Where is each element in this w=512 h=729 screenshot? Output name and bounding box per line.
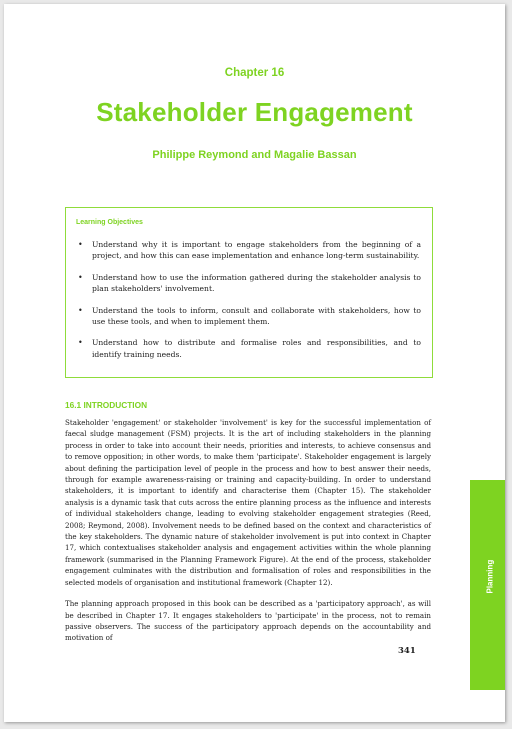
bullet-icon: • xyxy=(78,272,83,282)
objective-text: Understand how to distribute and formalise roles and responsibilities, and to identify training needs. xyxy=(92,338,421,359)
bullet-icon: • xyxy=(78,338,83,348)
list-item xyxy=(76,305,421,328)
objective-text: Understand the tools to inform, consult and collaborate with stakeholders, how to use these tools, and when to implement them. xyxy=(92,305,421,327)
side-tab-label: Planning xyxy=(485,559,495,594)
objective-text: Understand how to use the information gathered during the stakeholder analysis to plan stakeholders' involvement. xyxy=(92,272,421,294)
bullet-icon: • xyxy=(78,305,83,315)
list-item xyxy=(76,272,421,295)
book-page xyxy=(4,4,505,722)
list-item xyxy=(76,239,421,262)
section-side-tab xyxy=(470,480,505,690)
body-paragraph: The planning approach proposed in this book can be described as a 'participatory approach', as will be described in Chapter 17. It engages stakeholders to 'participate' in the process, not to remain passive observers. The success of the participatory approach depends on the accountability and motivation of xyxy=(65,599,431,643)
list-item xyxy=(76,337,421,360)
bullet-icon: • xyxy=(78,240,83,249)
chapter-title: Stakeholder Engagement xyxy=(96,97,413,127)
body-paragraph: Stakeholder 'engagement' or stakeholder 'involvement' is key for the successful implementation of faecal sludge management (FSM) projects. It is the art of including stakeholders in the planning process in order to take into account their needs, priorities and interests, to achieve consensus and to remove opposition; in other words, to make them 'participate'. Stakeholder engagement is largely about defining the participation level of people in the process and how to best answer their needs, through for example awareness-raising or training and capacity-building. In order to understand stakeholders, it is important to identify and characterise them (Chapter 15). The stakeholder analysis is a dynamic task that cuts across the entire planning process as the influence and interests of individual stakeholders change, leading to evolving stakeholder engagement strategies (Reed, 2008; Reymond, 2008). Involvement needs to be defined based on the context and characteristics of the key stakeholders. The dynamic nature of stakeholder involvement is put into context in Chapter 17, which contextualises stakeholder analysis and engagement activities within the whole planning framework (summarised in the Planning Framework Figure). At the end of the process, stakeholder engagement culminates with the distribution and formalisation of roles and responsibilities in the selected models of organisation and institutional framework (Chapter 12). xyxy=(65,418,431,587)
learning-objectives-title: Learning Objectives xyxy=(76,219,143,226)
chapter-authors: Philippe Reymond and Magalie Bassan xyxy=(152,149,357,161)
objective-text: Understand why it is important to engage stakeholders from the beginning of a project, and how this can ease implementation and enhance long-term sustainability. xyxy=(92,240,421,261)
chapter-label: Chapter 16 xyxy=(224,67,285,79)
section-heading: 16.1 INTRODUCTION xyxy=(65,400,148,410)
page-number: 341 xyxy=(398,646,416,656)
section-body xyxy=(65,417,431,654)
learning-objectives-list xyxy=(76,239,421,370)
learning-objectives-box xyxy=(65,207,433,378)
